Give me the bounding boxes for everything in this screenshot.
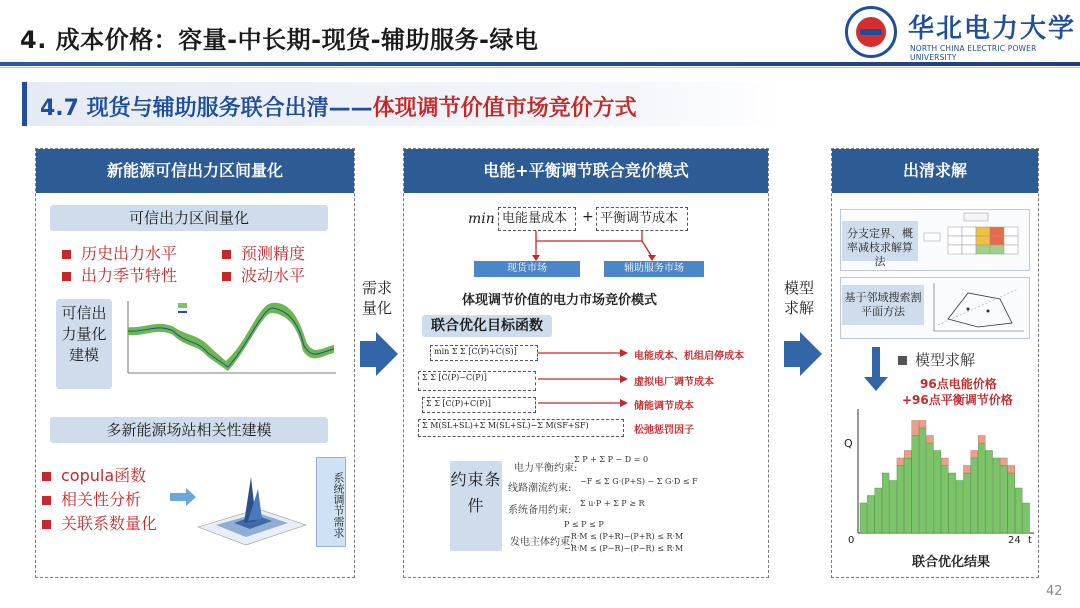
down-arrow-head — [864, 377, 888, 391]
bullet-copula: copula函数 — [42, 463, 146, 486]
constraint-flow: 线路潮流约束: — [508, 483, 572, 494]
bar-energy — [949, 473, 956, 533]
bar-energy — [978, 443, 985, 533]
bullet-history: 历史出力水平 — [62, 241, 177, 264]
bar-balance — [919, 421, 926, 429]
bar-balance — [978, 436, 985, 444]
arrow1-label: 需求量化 — [361, 279, 392, 317]
bar-energy — [912, 436, 919, 534]
bar-energy — [904, 458, 911, 533]
bar-energy — [941, 466, 948, 534]
bar-energy — [897, 466, 904, 534]
copula-surface-chart — [196, 467, 308, 547]
bar-energy — [934, 451, 941, 534]
arrow-head-small — [186, 488, 196, 506]
tag-slack-penalty: 松弛惩罚因子 — [634, 425, 694, 436]
result-energy-price: 96点电能价格 — [920, 377, 997, 391]
formula-connectors — [464, 231, 744, 263]
obj-term-2: Σ Σ [C(P)−C(P)] — [418, 371, 536, 391]
subtitle-part1: 4.7 现货与辅助服务联合出清—— — [40, 96, 373, 121]
axis-zero-label: 0 — [848, 535, 855, 546]
bar-balance — [927, 436, 934, 444]
constraint-reserve: 系统备用约束: — [508, 505, 572, 516]
bar-balance — [941, 458, 948, 466]
objective-arrows — [534, 345, 634, 415]
pill-correlation: 多新能源场站相关性建模 — [50, 417, 328, 443]
obj-term-1: min Σ Σ [C(P)+C(S)] — [430, 345, 538, 361]
panel3-title: 出清求解 — [832, 149, 1038, 193]
university-name-en: NORTH CHINA ELECTRIC POWER UNIVERSITY — [910, 44, 1037, 62]
joint-optimization-chart — [856, 405, 1036, 537]
arrow1-shaft — [360, 341, 376, 367]
solve-label: 模型求解 — [898, 349, 975, 370]
min-label: min — [468, 211, 495, 227]
spot-market-box: 现货市场 — [474, 261, 580, 277]
bullet-coefficient: 关联系数量化 — [42, 511, 157, 534]
bar-energy — [919, 428, 926, 533]
university-logo — [845, 6, 897, 58]
arrow-shaft-small — [170, 493, 186, 501]
bar-balance — [1000, 458, 1007, 466]
bar-energy — [956, 481, 963, 534]
branch-bound-table — [920, 211, 1028, 269]
eq-generator: P ≤ P ≤ P −R·M ≤ (P+R)−(P+R) ≤ R·M −R·M ≤ (P−R)−(P−R) ≤ R·M — [564, 520, 684, 553]
algorithm-box-1: 分支定界、概率减枝求解算法 — [842, 221, 918, 261]
page-number: 42 — [1046, 584, 1063, 599]
bar-energy — [927, 443, 934, 533]
constraint-label: 约束条件 — [450, 461, 502, 551]
obj-term-3: Σ Σ [C(P)+C(P)] — [422, 397, 536, 413]
eq-flow: −F ≤ Σ G·(P+S) − Σ G·D ≤ F — [580, 477, 698, 486]
bar-energy — [875, 488, 882, 533]
bar-energy — [882, 473, 889, 533]
bar-balance — [912, 421, 919, 436]
down-arrow-shaft — [872, 347, 880, 379]
bar-energy — [1023, 503, 1030, 533]
ancillary-market-box: 辅助服务市场 — [604, 261, 704, 277]
axis-t-label: t — [1028, 535, 1032, 546]
constraint-balance: 电力平衡约束: — [514, 463, 578, 474]
side-label-modeling: 可信出力量化建模 — [56, 299, 112, 389]
chart-caption: 联合优化结果 — [912, 555, 991, 570]
bar-energy — [986, 451, 993, 534]
eq-balance: Σ P + Σ P − D = 0 — [574, 455, 649, 464]
term-balance-cost: 平衡调节成本 — [596, 207, 688, 231]
arrow2-head — [800, 332, 822, 376]
panel-renewable-quantification — [35, 148, 355, 578]
bar-energy — [1000, 466, 1007, 534]
bar-balance — [904, 451, 911, 459]
header-divider — [0, 62, 1080, 66]
mode-caption: 体现调节价值的电力市场竞价模式 — [462, 293, 658, 308]
arrow2-label: 模型求解 — [783, 279, 814, 317]
bar-energy — [993, 458, 1000, 533]
bar-balance — [1008, 466, 1015, 474]
panel-joint-bidding — [403, 148, 769, 578]
panel-clearing-solve — [831, 148, 1039, 578]
page-title: 4. 成本价格：容量-中长期-现货-辅助服务-绿电 — [20, 26, 539, 54]
bar-balance — [971, 451, 978, 459]
pill-credible-output: 可信出力区间量化 — [50, 205, 328, 231]
bar-balance — [963, 466, 970, 474]
bar-energy — [971, 458, 978, 533]
bar-energy — [890, 481, 897, 534]
bullet-volatility: 波动水平 — [222, 263, 305, 286]
header-divider-thin — [0, 67, 1080, 68]
arrow1-head — [376, 332, 398, 376]
objective-pill: 联合优化目标函数 — [422, 315, 552, 337]
bullet-correlation: 相关性分析 — [42, 487, 141, 510]
axis-q-label: Q — [844, 437, 853, 450]
section-subtitle — [40, 91, 637, 122]
bullet-precision: 预测精度 — [222, 241, 305, 264]
tag-energy-cost: 电能成本、机组启停成本 — [634, 351, 744, 362]
bar-energy — [1008, 473, 1015, 533]
system-demand-box: 系统调节需求 — [316, 457, 346, 547]
result-balance-price: +96点平衡调节价格 — [902, 393, 1013, 407]
subtitle-part2: 体现调节价值市场竞价方式 — [372, 96, 637, 121]
bar-balance — [897, 458, 904, 466]
plus-sign: + — [582, 209, 594, 225]
panel2-title: 电能+平衡调节联合竞价模式 — [404, 149, 768, 193]
cutting-plane-chart — [928, 279, 1028, 337]
tag-storage-cost: 储能调节成本 — [634, 401, 694, 412]
credible-output-chart — [118, 297, 340, 381]
bar-energy — [867, 496, 874, 534]
eq-reserve: Σ u·P + Σ P ≥ R — [580, 499, 645, 508]
constraint-generator: 发电主体约束: — [510, 537, 574, 548]
bar-energy — [860, 503, 867, 533]
bar-energy — [1015, 488, 1022, 533]
tag-vpp-cost: 虚拟电厂调节成本 — [634, 377, 714, 388]
bar-energy — [963, 473, 970, 533]
university-name: 华北电力大学 — [908, 14, 1077, 44]
algorithm-box-2: 基于邻域搜索割平面方法 — [842, 285, 924, 325]
axis-24-label: 24 — [1008, 535, 1021, 546]
panel1-title: 新能源可信出力区间量化 — [36, 149, 354, 193]
arrow2-shaft — [784, 341, 800, 367]
obj-term-4: Σ M(SL+SL)+Σ M(SL+SL)−Σ M(SF+SF) — [418, 419, 624, 437]
bullet-season: 出力季节特性 — [62, 263, 177, 286]
term-energy-cost: 电能量成本 — [498, 207, 576, 231]
